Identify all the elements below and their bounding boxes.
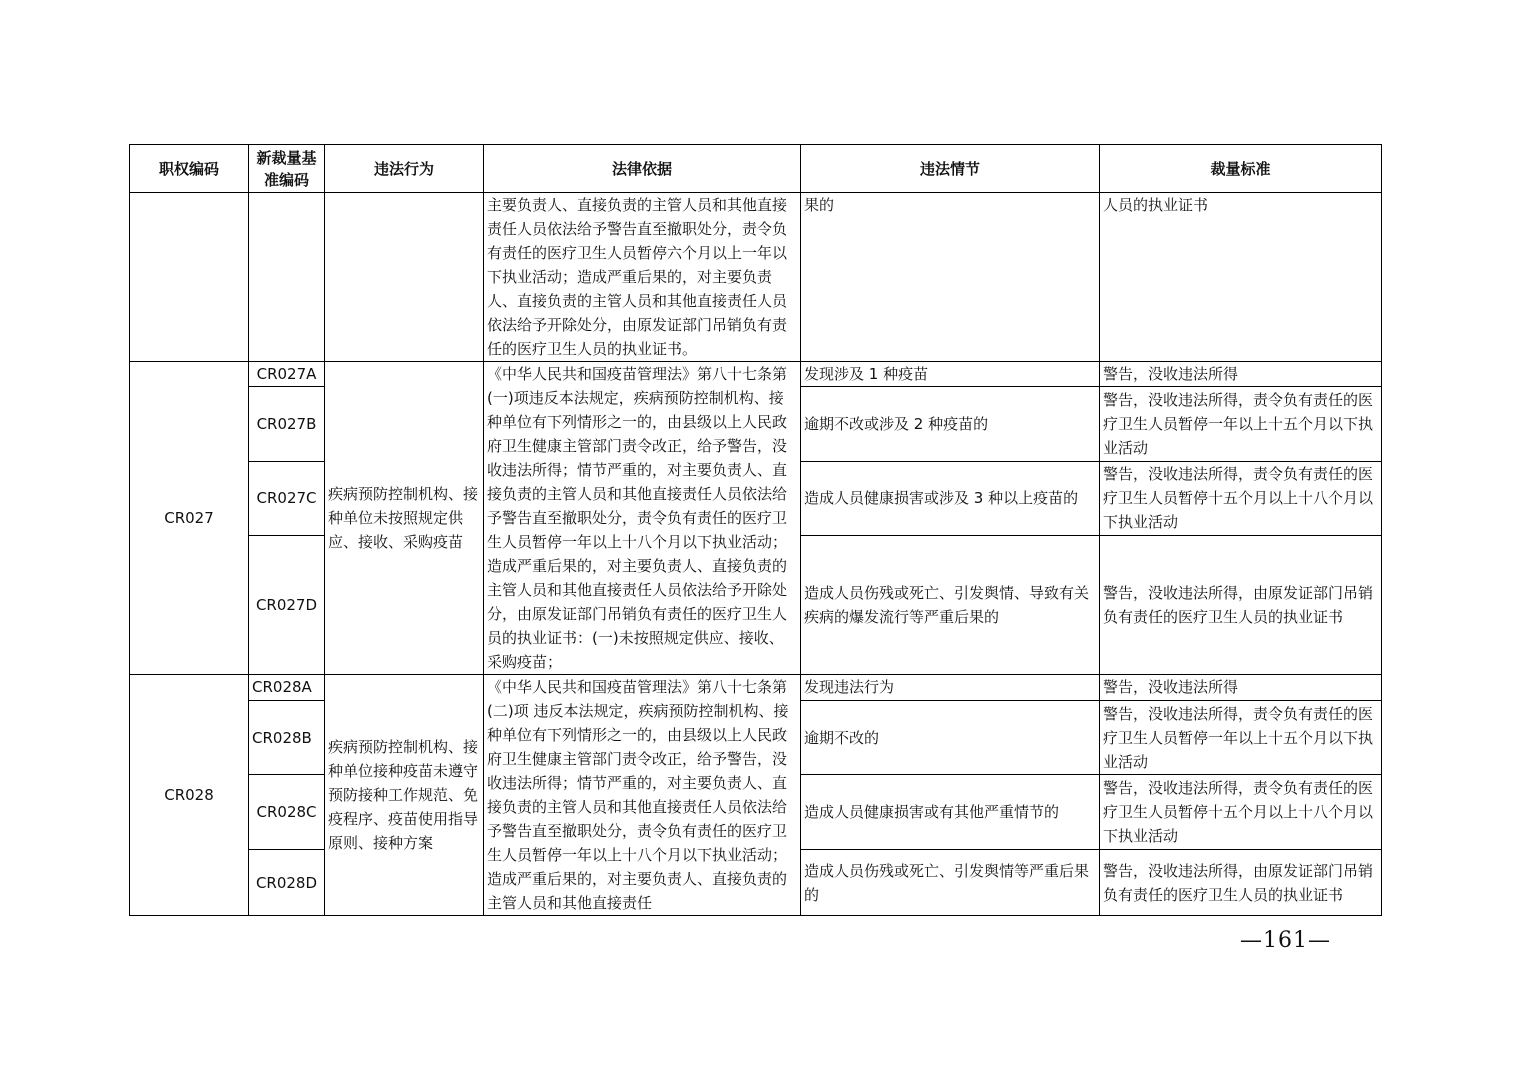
subcode-cell: CR027C [249, 461, 325, 535]
table-row [130, 675, 1382, 701]
standard-cell: 警告，没收违法所得，由原发证部门吊销负有责任的医疗卫生人员的执业证书 [1100, 850, 1382, 916]
authority-code-cell: CR028 [130, 675, 249, 916]
header-violation: 违法行为 [325, 145, 484, 193]
header-standard: 裁量标准 [1100, 145, 1382, 193]
subcode-cell: CR028B [249, 700, 325, 775]
standard-cell: 警告，没收违法所得 [1100, 362, 1382, 387]
circumstance-cell: 造成人员伤残或死亡、引发舆情等严重后果的 [801, 850, 1100, 916]
violation-cell: 疾病预防控制机构、接种单位未按照规定供应、接收、采购疫苗 [325, 362, 484, 675]
circumstance-cell: 逾期不改或涉及 2 种疫苗的 [801, 387, 1100, 461]
header-new-standard-code: 新裁量基准编码 [249, 145, 325, 193]
standard-cell: 警告，没收违法所得，责令负有责任的医疗卫生人员暂停一年以上十五个月以下执业活动 [1100, 700, 1382, 775]
circumstance-cell: 果的 [801, 193, 1100, 362]
standard-cell: 警告，没收违法所得，责令负有责任的医疗卫生人员暂停十五个月以上十八个月以下执业活动 [1100, 775, 1382, 850]
header-row [130, 145, 1382, 193]
standard-cell: 警告，没收违法所得，由原发证部门吊销负有责任的医疗卫生人员的执业证书 [1100, 535, 1382, 674]
standard-cell: 警告，没收违法所得，责令负有责任的医疗卫生人员暂停一年以上十五个月以下执业活动 [1100, 387, 1382, 461]
subcode-cell: CR027A [249, 362, 325, 387]
page-number: —161— [1240, 928, 1331, 953]
legal-basis-cell: 《中华人民共和国疫苗管理法》第八十七条第(一)项违反本法规定，疾病预防控制机构、接种单位有下列情形之一的，由县级以上人民政府卫生健康主管部门责令改正，给予警告，没收违法所得；情节严重的，对主要负责人、直接负责的主管人员和其他直接责任人员依法给予警告直至撤职处分，责令负有责任的医疗卫生人员暂停一年以上十八个月以下执业活动；造成严重后果的，对主要负责人、直接负责的主管人员和其他直接责任人员依法给予开除处分，由原发证部门吊销负有责任的医疗卫生人员的执业证书：(一)未按照规定供应、接收、采购疫苗； [484, 362, 801, 675]
standard-cell: 警告，没收违法所得 [1100, 675, 1382, 701]
subcode-cell: CR028D [249, 850, 325, 916]
circumstance-cell: 发现违法行为 [801, 675, 1100, 701]
violation-cell: 疾病预防控制机构、接种单位接种疫苗未遵守预防接种工作规范、免疫程序、疫苗使用指导原则、接种方案 [325, 675, 484, 916]
subcode-cell: CR028C [249, 775, 325, 850]
header-legal-basis: 法律依据 [484, 145, 801, 193]
circumstance-cell: 造成人员健康损害或有其他严重情节的 [801, 775, 1100, 850]
circumstance-cell: 发现涉及 1 种疫苗 [801, 362, 1100, 387]
subcode-cell: CR027B [249, 387, 325, 461]
discretion-standard-table [129, 144, 1382, 916]
table-row [130, 193, 1382, 362]
subcode-cell: CR028A [249, 675, 325, 701]
header-circumstance: 违法情节 [801, 145, 1100, 193]
table-row [130, 362, 1382, 387]
standard-cell: 人员的执业证书 [1100, 193, 1382, 362]
circumstance-cell: 造成人员伤残或死亡、引发舆情、导致有关疾病的爆发流行等严重后果的 [801, 535, 1100, 674]
circumstance-cell: 造成人员健康损害或涉及 3 种以上疫苗的 [801, 461, 1100, 535]
subcode-cell [249, 193, 325, 362]
subcode-cell: CR027D [249, 535, 325, 674]
authority-code-cell [130, 193, 249, 362]
header-authority-code: 职权编码 [130, 145, 249, 193]
legal-basis-cell: 主要负责人、直接负责的主管人员和其他直接责任人员依法给予警告直至撤职处分，责令负有责任的医疗卫生人员暂停六个月以上一年以下执业活动；造成严重后果的，对主要负责人、直接负责的主管人员和其他直接责任人员依法给予开除处分，由原发证部门吊销负有责任的医疗卫生人员的执业证书。 [484, 193, 801, 362]
circumstance-cell: 逾期不改的 [801, 700, 1100, 775]
standard-cell: 警告，没收违法所得，责令负有责任的医疗卫生人员暂停十五个月以上十八个月以下执业活动 [1100, 461, 1382, 535]
violation-cell [325, 193, 484, 362]
legal-basis-cell: 《中华人民共和国疫苗管理法》第八十七条第(二)项 违反本法规定，疾病预防控制机构、接种单位有下列情形之一的，由县级以上人民政府卫生健康主管部门责令改正，给予警告，没收违法所得；情节严重的，对主要负责人、直接负责的主管人员和其他直接责任人员依法给予警告直至撤职处分，责令负有责任的医疗卫生人员暂停一年以上十八个月以下执业活动；造成严重后果的，对主要负责人、直接负责的主管人员和其他直接责任 [484, 675, 801, 916]
authority-code-cell: CR027 [130, 362, 249, 675]
